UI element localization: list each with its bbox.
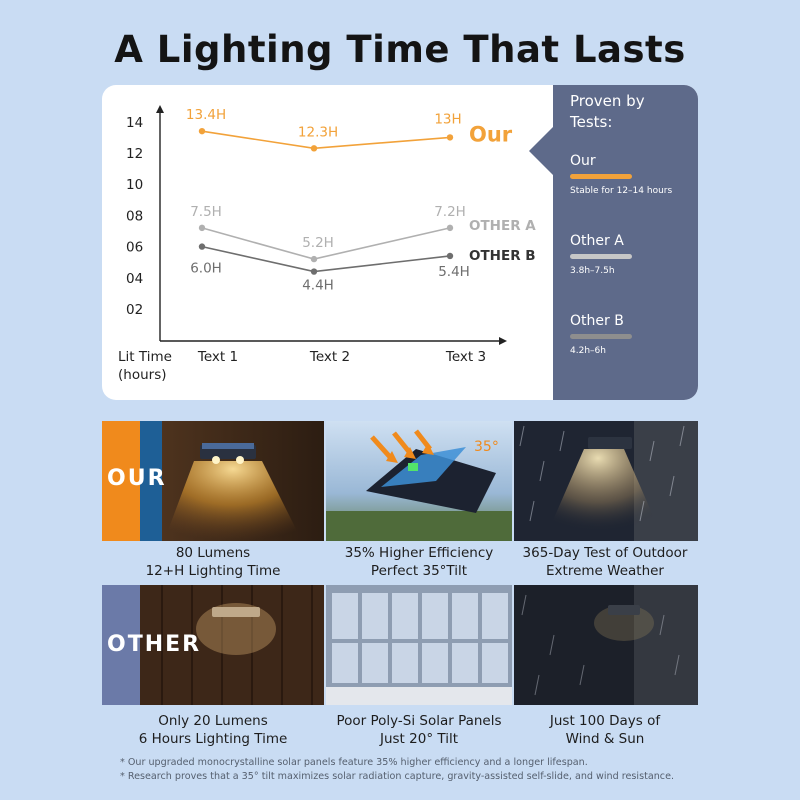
data-point (311, 268, 317, 274)
side-entry-other-a (570, 233, 690, 276)
x-tick-label: Text 1 (197, 349, 239, 365)
data-label: 4.4H (302, 277, 334, 294)
data-point (447, 134, 453, 140)
y-tick-label: 06 (126, 239, 144, 256)
caption-our-efficiency (320, 544, 518, 580)
x-axis-arrow (499, 337, 507, 345)
caption-line: 80 Lumens (175, 545, 251, 561)
other-rain-image (514, 585, 698, 705)
series-name-label: OTHER A (469, 217, 536, 234)
series-name-label: OTHER B (469, 247, 536, 264)
data-label: 7.5H (190, 203, 222, 220)
caption-our-lumens (114, 544, 312, 580)
y-axis-label: Lit Time (118, 349, 172, 365)
y-axis-arrow (156, 105, 164, 113)
y-tick-label: 08 (126, 208, 144, 225)
other-panel-photo (326, 585, 512, 705)
our-lumens-photo (102, 421, 324, 541)
data-point (199, 128, 205, 134)
solar-panel-tilt-image (326, 421, 512, 541)
data-label: 13.4H (185, 107, 227, 124)
side-entry-desc: 3.8h–7.5h (570, 266, 615, 276)
panel-pointer (529, 127, 553, 175)
caption-other-weather (506, 712, 704, 748)
caption-other-lumens (114, 712, 312, 748)
caption-line: 365-Day Test of Outdoor (522, 545, 688, 561)
data-point (311, 256, 317, 262)
caption-line: 6 Hours Lighting Time (138, 731, 288, 747)
y-tick-label: 12 (126, 146, 144, 162)
footnotes (120, 756, 780, 784)
side-entry-bar (570, 334, 632, 339)
side-entry-bar (570, 254, 632, 259)
our-photo-row (102, 421, 698, 541)
side-entry-name: Other B (570, 313, 624, 329)
side-entry-desc: Stable for 12–14 hours (570, 186, 673, 196)
side-entry-desc: 4.2h–6h (570, 346, 606, 356)
poly-si-panel-image (326, 585, 512, 705)
data-point (199, 225, 205, 231)
data-point (199, 243, 205, 249)
y-tick-label: 10 (126, 177, 144, 194)
x-tick-label: Text 3 (445, 349, 487, 365)
data-label: 12.3H (297, 124, 339, 141)
caption-our-weather (506, 544, 704, 580)
y-axis-label: (hours) (118, 367, 167, 383)
other-photo-row (102, 585, 698, 705)
tests-side-panel (553, 85, 698, 400)
other-row-label: OTHER (107, 632, 202, 657)
side-entry-our (570, 153, 690, 196)
y-tick-label: 04 (126, 270, 144, 287)
caption-other-panel (320, 712, 518, 748)
footnote: * Our upgraded monocrystalline solar panels feature 35% higher efficiency and a longer lifespan. (120, 757, 588, 768)
chart-card (102, 85, 698, 400)
data-label: 7.2H (434, 203, 466, 220)
data-point (447, 253, 453, 259)
caption-line: Just 100 Days of (549, 713, 661, 729)
data-point (447, 225, 453, 231)
data-point (311, 145, 317, 151)
caption-line: Just 20° Tilt (379, 731, 458, 747)
our-row-label: OUR (107, 466, 167, 491)
side-entry-name: Other A (570, 233, 624, 249)
y-tick-label: 14 (126, 114, 144, 131)
caption-line: 12+H Lighting Time (145, 563, 281, 579)
side-entry-name: Our (570, 153, 596, 169)
side-entry-bar (570, 174, 632, 179)
x-tick-label: Text 2 (309, 349, 351, 365)
side-panel-heading: Proven by Tests: (570, 92, 645, 131)
side-entry-other-b (570, 313, 690, 356)
rain-test-image (514, 421, 698, 541)
caption-line: Only 20 Lumens (158, 713, 268, 729)
data-label: 5.2H (302, 235, 334, 252)
other-weather-photo (514, 585, 698, 705)
page-title: A Lighting Time That Lasts (114, 28, 686, 71)
data-label: 13H (434, 111, 462, 128)
data-label: 5.4H (438, 263, 470, 280)
data-label: 6.0H (190, 260, 222, 277)
caption-line: 35% Higher Efficiency (344, 545, 494, 561)
caption-line: Extreme Weather (546, 563, 664, 579)
caption-line: Poor Poly-Si Solar Panels (336, 713, 502, 729)
our-efficiency-photo (326, 421, 512, 541)
our-weather-photo (514, 421, 698, 541)
series-name-label: Our (469, 122, 513, 147)
y-tick-label: 02 (126, 302, 144, 318)
caption-line: Perfect 35°Tilt (370, 563, 468, 579)
footnote: * Research proves that a 35° tilt maximizes solar radiation capture, gravity-assisted self-slide, and wind resistance. (120, 771, 675, 782)
caption-line: Wind & Sun (565, 731, 645, 747)
tilt-angle-label: 35° (474, 439, 499, 455)
other-lumens-photo (102, 585, 324, 705)
